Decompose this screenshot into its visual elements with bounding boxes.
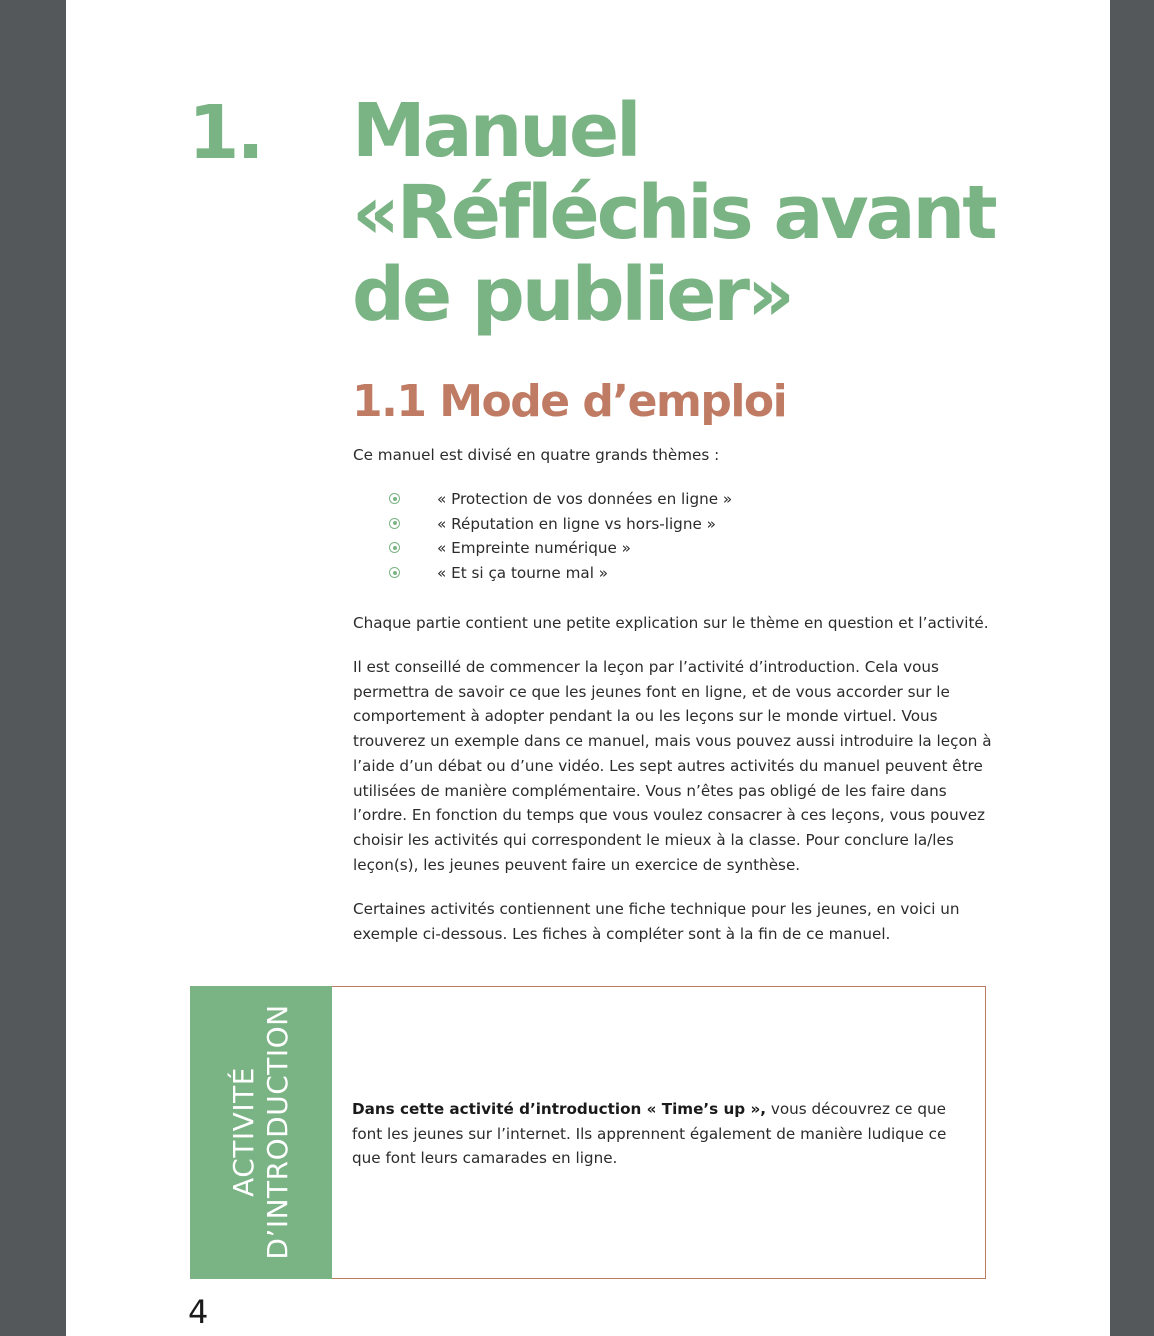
- theme-label: « Et si ça tourne mal »: [437, 564, 609, 583]
- activity-description-rest: vous découvrez ce que font les jeunes sur l’internet. Ils apprennent également de manière ludique ce que font leurs camarades en ligne.: [352, 1100, 947, 1168]
- activity-label: [227, 1004, 295, 1259]
- paragraph: Certaines activités contiennent une fiche technique pour les jeunes, en voici un exemple ci-dessous. Les fiches à compléter sont à la fin de ce manuel.: [353, 900, 960, 943]
- activity-description-bold: Dans cette activité d’introduction « Time’s up »,: [352, 1100, 767, 1118]
- list-item: [388, 512, 988, 537]
- activity-label-line: ACTIVITÉ: [227, 1067, 260, 1197]
- chapter-title-line: de publier»: [352, 252, 792, 338]
- activity-box: [190, 986, 986, 1279]
- activity-label-line: D’INTRODUCTION: [261, 1004, 294, 1260]
- document-page: [66, 0, 1110, 1336]
- chapter-title-line: «Réfléchis avant: [352, 170, 995, 256]
- bullet-icon: [389, 542, 400, 553]
- bullet-icon: [389, 493, 400, 504]
- page-number: 4: [188, 1293, 209, 1331]
- list-item: [388, 487, 988, 512]
- theme-label: « Réputation en ligne vs hors-ligne »: [437, 514, 716, 533]
- section-title: 1.1 Mode d’emploi: [352, 376, 787, 427]
- paragraph: Il est conseillé de commencer la leçon par l’activité d’introduction. Cela vous permettra de savoir ce que les jeunes font en ligne, et de vous accorder sur le comportement à adopter pendant la ou les leçons sur le monde virtuel. Vous trouverez un exemple dans ce manuel, mais vous pouvez aussi introduire la leçon à l’aide d’un débat ou d’une vidéo. Les sept autres activités du manuel peuvent être utilisées de manière complémentaire. Vous n’êtes pas obligé de les faire dans l’ordre. En fonction du temps que vous voulez consacrer à ces leçons, vous pouvez choisir les activités qui correspondent le mieux à la classe. Pour conclure la/les leçon(s), les jeunes peuvent faire un exercice de synthèse.: [353, 658, 992, 874]
- chapter-number: 1.: [188, 90, 262, 176]
- themes-list: [388, 487, 988, 586]
- bullet-icon: [389, 518, 400, 529]
- theme-label: « Protection de vos données en ligne »: [437, 490, 733, 508]
- chapter-title: [352, 90, 1042, 336]
- paragraph: Chaque partie contient une petite explication sur le thème en question et l’activité.: [353, 614, 989, 632]
- list-item: [388, 561, 988, 586]
- bullet-icon: [389, 567, 400, 578]
- activity-description: [352, 1097, 962, 1171]
- chapter-title-line: Manuel: [352, 88, 639, 174]
- intro-text: Ce manuel est divisé en quatre grands thèmes :: [353, 446, 720, 464]
- theme-label: « Empreinte numérique »: [437, 539, 631, 558]
- list-item: [388, 536, 988, 561]
- activity-sidebar: [190, 986, 332, 1279]
